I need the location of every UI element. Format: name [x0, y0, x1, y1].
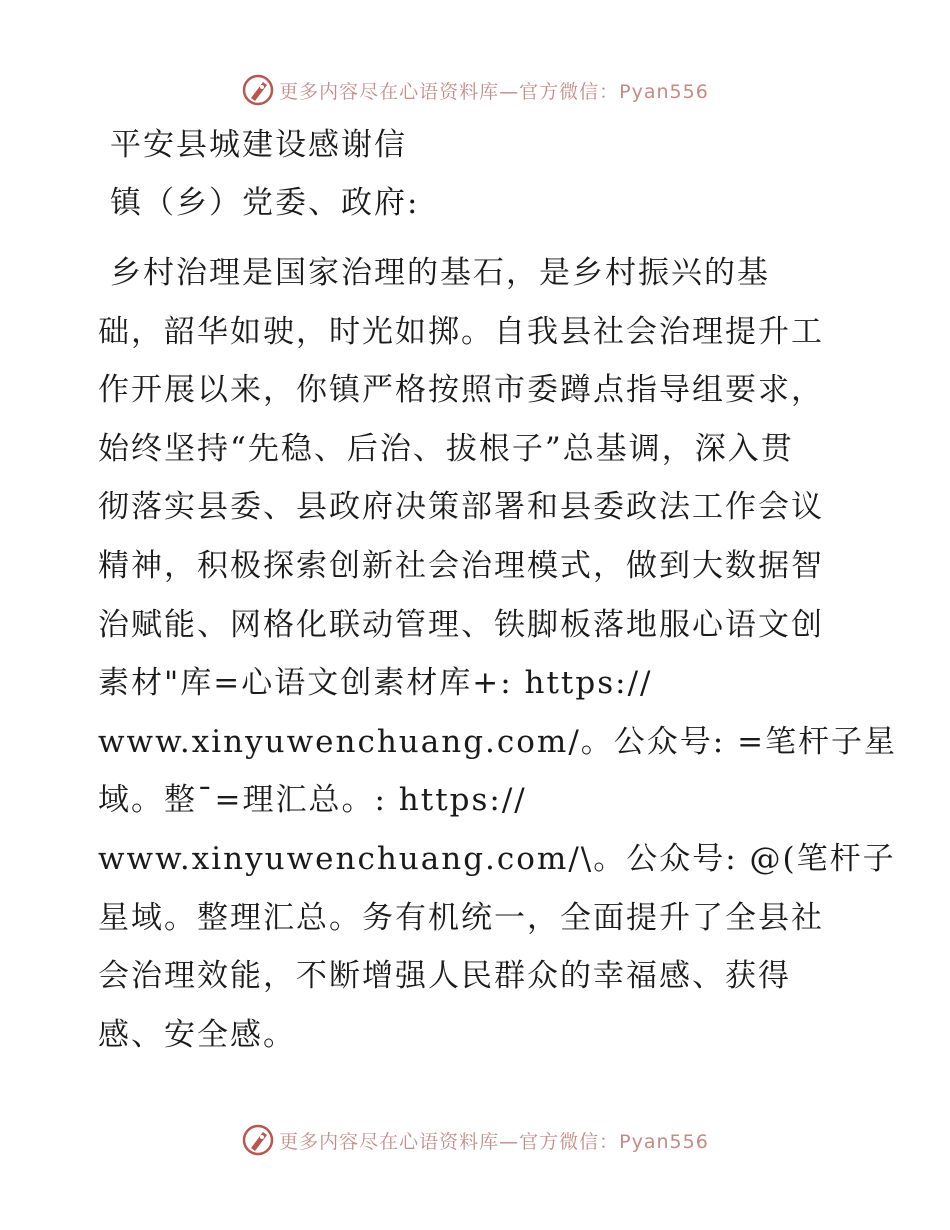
body-line: www.xinyuwenchuang.com/\。公众号: @(笔杆子 — [98, 840, 896, 877]
body-line: 治赋能、网格化联动管理、铁脚板落地服心语文创 — [98, 606, 824, 643]
body-line: 作开展以来，你镇严格按照市委蹲点指导组要求， — [98, 372, 824, 409]
body-line: 彻落实县委、县政府决策部署和县委政法工作会议 — [98, 489, 824, 526]
watermark-text: 更多内容尽在心语资料库—官方微信：Pyan556 — [279, 1130, 709, 1153]
body-line: 会治理效能，不断增强人民群众的幸福感、获得 — [98, 958, 791, 995]
header-watermark — [0, 70, 950, 110]
watermark-text: 更多内容尽在心语资料库—官方微信：Pyan556 — [279, 80, 709, 103]
body-line: 域。整¯=理汇总。: https:// — [98, 782, 527, 819]
body-line: 乡村治理是国家治理的基石，是乡村振兴的基 — [110, 255, 770, 291]
body-line: 感、安全感。 — [98, 1016, 296, 1053]
body-line: 始终坚持“先稳、后治、拔根子”总基调，深入贯 — [98, 430, 794, 467]
letter-body — [98, 125, 898, 1073]
footer-watermark — [0, 1120, 950, 1160]
body-line: 星域。整理汇总。务有机统一，全面提升了全县社 — [98, 899, 824, 936]
body-line: 精神，积极探索创新社会治理模式，做到大数据智 — [98, 547, 824, 584]
body-line: www.xinyuwenchuang.com/。公众号: =笔杆子星 — [98, 723, 898, 760]
body-line: 素材"库=心语文创素材库+: https:// — [98, 665, 653, 702]
pen-nib-logo-icon — [241, 73, 275, 107]
document-title: 平安县城建设感谢信 — [110, 127, 407, 163]
body-line: 础，韶华如驶，时光如掷。自我县社会治理提升工 — [98, 313, 824, 350]
salutation: 镇（乡）党委、政府: — [110, 185, 420, 221]
pen-nib-logo-icon — [241, 1123, 275, 1157]
